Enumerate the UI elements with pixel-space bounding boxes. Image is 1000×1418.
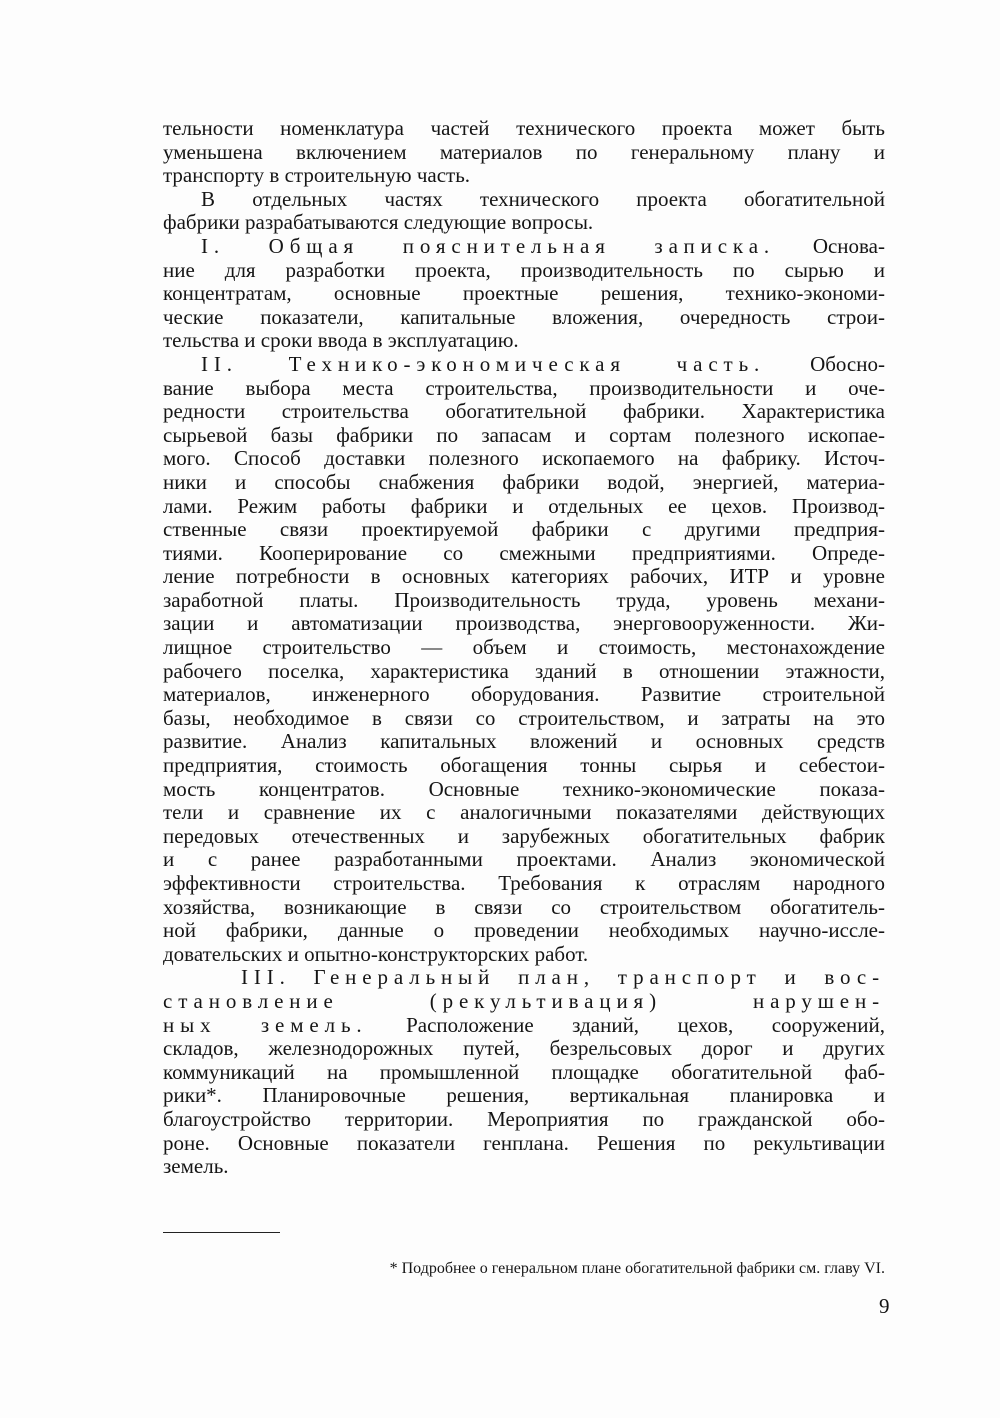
text-segment: хозяйства, возникающие в связи со строительством обогатитель-	[163, 894, 885, 919]
section-heading: II. Технико-экономическая часть.	[201, 351, 766, 376]
footnote: * Подробнее о генеральном плане обогатительной фабрики см. главу VI.	[389, 1260, 885, 1277]
text-line	[163, 259, 885, 283]
text-line	[163, 754, 885, 778]
text-segment: ственные связи проектируемой фабрики с другими предприя-	[163, 517, 885, 542]
text-segment: тельности номенклатура частей технического проекта может быть	[163, 116, 885, 140]
text-segment: мость концентратов. Основные технико-экономические показа-	[163, 776, 885, 801]
text-segment: благоустройство территории. Мероприятия по гражданской обо-	[163, 1106, 885, 1131]
text-line	[163, 495, 885, 519]
text-line	[163, 141, 885, 165]
text-segment: ной фабрики, данные о проведении необходимых научно-иссле-	[163, 918, 885, 943]
section-heading: становление (рекультивация) нарушен-	[163, 988, 885, 1013]
body-text	[163, 117, 885, 1179]
text-line	[163, 164, 885, 188]
text-line	[163, 542, 885, 566]
text-line	[163, 377, 885, 401]
text-line	[163, 117, 885, 141]
text-segment: Обосно-	[765, 351, 885, 376]
text-segment: рабочего поселка, характеристика зданий в отношении этажности,	[163, 658, 885, 683]
text-segment: ление потребности в основных категориях рабочих, ИТР и уровне	[163, 564, 885, 589]
text-segment: редности строительства обогатительной фабрики. Характеристика	[163, 399, 885, 424]
text-line	[163, 211, 885, 235]
text-line	[163, 848, 885, 872]
text-line	[163, 471, 885, 495]
text-segment: складов, железнодорожных путей, безрельсовых дорог и других	[163, 1036, 885, 1061]
text-line	[163, 306, 885, 330]
text-line	[163, 329, 885, 353]
text-segment: материалов, инженерного оборудования. Развитие строительной	[163, 682, 885, 707]
text-segment: тельства и сроки ввода в эксплуатацию.	[163, 328, 519, 353]
text-segment: ческие показатели, капитальные вложения, очередность строи-	[163, 304, 885, 329]
text-segment: предприятия, стоимость обогащения тонны сырья и себестои-	[163, 753, 885, 778]
text-segment: тиями. Кооперирование со смежными предприятиями. Опреде-	[163, 540, 885, 565]
text-segment: лищное строительство — объем и стоимость, местонахождение	[163, 635, 885, 660]
section-heading: III. Генеральный план, транспорт и вос-	[241, 965, 885, 990]
text-line	[163, 896, 885, 920]
text-line	[163, 1061, 885, 1085]
text-segment: коммуникаций на промышленной площадке обогатительной фаб-	[163, 1059, 885, 1084]
text-line	[163, 424, 885, 448]
text-segment: тели и сравнение их с аналогичными показателями действующих	[163, 800, 885, 825]
text-line	[163, 801, 885, 825]
text-segment: лами. Режим работы фабрики и отдельных ее цехов. Производ-	[163, 493, 885, 518]
text-line	[163, 1084, 885, 1108]
text-segment: развитие. Анализ капитальных вложений и основных средств	[163, 729, 885, 754]
text-line	[163, 919, 885, 943]
text-segment: В отдельных частях технического проекта обогатительной	[201, 186, 885, 211]
text-line	[163, 353, 885, 377]
page-number: 9	[879, 1294, 890, 1318]
text-segment: ние для разработки проекта, производительность по сырью и	[163, 257, 885, 282]
text-segment: базы, необходимое в связи со строительством, и затраты на это	[163, 705, 885, 730]
text-segment: земель.	[163, 1154, 229, 1179]
text-line	[163, 282, 885, 306]
text-segment: ники и способы снабжения фабрики водой, энергией, материа-	[163, 469, 885, 494]
text-segment: уменьшена включением материалов по генеральному плану и	[163, 139, 885, 164]
section-heading: ных земель.	[163, 1012, 368, 1037]
text-line	[163, 518, 885, 542]
text-line	[163, 188, 885, 212]
text-line	[163, 1132, 885, 1156]
text-line	[163, 636, 885, 660]
text-segment: рики*. Планировочные решения, вертикальная планировка и	[163, 1083, 885, 1108]
section-heading: I. Общая пояснительная записка.	[201, 233, 776, 258]
text-line	[163, 1155, 885, 1179]
text-segment: довательских и опытно-конструкторских работ.	[163, 941, 589, 966]
text-line	[163, 1014, 885, 1038]
text-segment: Расположение зданий, цехов, сооружений,	[367, 1012, 885, 1037]
text-line	[163, 825, 885, 849]
text-line	[163, 1037, 885, 1061]
text-segment: и с ранее разработанными проектами. Анализ экономической	[163, 847, 885, 872]
text-segment: транспорту в строительную часть.	[163, 163, 471, 188]
text-line	[163, 683, 885, 707]
text-line	[163, 872, 885, 896]
text-line	[163, 589, 885, 613]
text-line	[163, 707, 885, 731]
text-line	[163, 235, 885, 259]
text-line	[163, 990, 885, 1014]
text-line	[163, 612, 885, 636]
text-line	[163, 1108, 885, 1132]
text-segment: эффективности строительства. Требования к отраслям народного	[163, 871, 885, 895]
text-segment: Основа-	[775, 233, 885, 258]
footnote-divider	[163, 1232, 280, 1233]
text-line	[163, 778, 885, 802]
text-line	[163, 400, 885, 424]
text-segment: концентратам, основные проектные решения, технико-экономи-	[163, 281, 885, 306]
text-line	[163, 943, 885, 967]
text-segment: роне. Основные показатели генплана. Решения по рекультивации	[163, 1130, 885, 1155]
text-segment: передовых отечественных и зарубежных обогатительных фабрик	[163, 823, 885, 848]
text-segment: вание выбора места строительства, производительности и оче-	[163, 375, 885, 400]
text-line	[163, 660, 885, 684]
text-segment: фабрики разрабатываются следующие вопросы.	[163, 210, 594, 235]
text-line	[163, 447, 885, 471]
text-segment: сырьевой базы фабрики по запасам и сортам полезного ископае-	[163, 422, 885, 447]
text-line	[163, 966, 885, 990]
text-segment: мого. Способ доставки полезного ископаемого на фабрику. Источ-	[163, 446, 885, 471]
text-line	[163, 565, 885, 589]
text-segment: зации и автоматизации производства, энерговооруженности. Жи-	[163, 611, 885, 636]
text-line	[163, 730, 885, 754]
text-segment: заработной платы. Производительность труда, уровень механи-	[163, 587, 885, 612]
